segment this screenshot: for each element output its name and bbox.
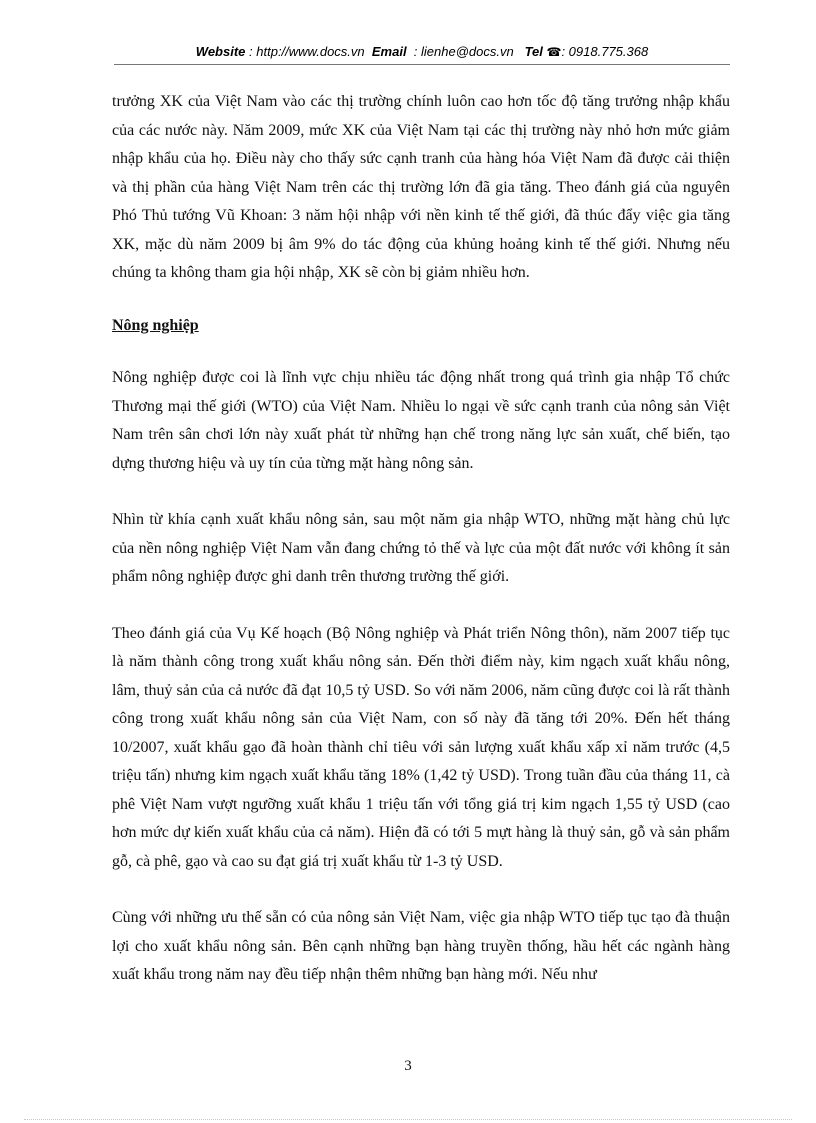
- page-header: [114, 44, 730, 59]
- tel-label: Tel: [524, 44, 543, 59]
- document-body: [112, 88, 730, 1018]
- paragraph: Nông nghiệp được coi là lĩnh vực chịu nhiều tác động nhất trong quá trình gia nhập Tổ chức Thương mại thế giới (WTO) của Việt Nam. Nhiều lo ngại về sức cạnh tranh của nông sản Việt Nam trên sân chơi lớn này xuất phát từ những hạn chế trong năng lực sản xuất, chế biến, tạo dựng thương hiệu và uy tín của từng mặt hàng nông sản.: [112, 369, 730, 472]
- email-value: : lienhe@docs.vn: [413, 44, 514, 59]
- paragraph: Nhìn từ khía cạnh xuất khẩu nông sản, sau một năm gia nhập WTO, những mặt hàng chủ lực của nền nông nghiệp Việt Nam vẫn đang chứng tỏ thế và lực của một đất nước với không ít sản phẩm nông nghiệp được ghi danh trên thương trường thế giới.: [112, 511, 730, 585]
- tel-value: : 0918.775.368: [561, 44, 649, 59]
- email-label: Email: [371, 44, 407, 59]
- website-label: Website: [195, 44, 246, 59]
- paragraph: trưởng XK của Việt Nam vào các thị trường chính luôn cao hơn tốc độ tăng trưởng nhập khẩu của các nước này. Năm 2009, mức XK của Việt Nam tại các thị trường này nhỏ hơn mức giảm nhập khẩu của họ. Điều này cho thấy sức cạnh tranh của hàng hóa Việt Nam đã được cải thiện và thị phần của hàng Việt Nam trên các thị trường lớn đã gia tăng. Theo đánh giá của nguyên Phó Thủ tướng Vũ Khoan: 3 năm hội nhập với nền kinh tế thế giới, đã thúc đẩy việc gia tăng XK, mặc dù năm 2009 bị âm 9% do tác động của khủng hoảng kinh tế thế giới. Nhưng nếu chúng ta không tham gia hội nhập, XK sẽ còn bị giảm nhiều hơn.: [112, 93, 730, 281]
- paragraph: Cùng với những ưu thế sẵn có của nông sản Việt Nam, việc gia nhập WTO tiếp tục tạo đà thuận lợi cho xuất khẩu nông sản. Bên cạnh những bạn hàng truyền thống, hầu hết các ngành hàng xuất khẩu trong năm nay đều tiếp nhận thêm những bạn hàng mới. Nếu như: [112, 909, 730, 983]
- phone-icon: ☎: [546, 45, 562, 59]
- website-url: : http://www.docs.vn: [249, 44, 365, 59]
- section-heading: Nông nghiệp: [112, 316, 199, 334]
- paragraph: Theo đánh giá của Vụ Kế hoạch (Bộ Nông nghiệp và Phát triển Nông thôn), năm 2007 tiếp tục là năm thành công trong xuất khẩu nông sản. Đến thời điểm này, kim ngạch xuất khẩu nông, lâm, thuỷ sản của cả nước đã đạt 10,5 tỷ USD. So với năm 2006, năm cũng được coi là rất thành công trong xuất khẩu nông sản của Việt Nam, con số này đã tăng tới 20%. Đến hết tháng 10/2007, xuất khẩu gạo đã hoàn thành chỉ tiêu với sản lượng xuất khẩu xấp xỉ năm trước (4,5 triệu tấn) nhưng kim ngạch xuất khẩu tăng 18% (1,42 tỷ USD). Trong tuần đầu của tháng 11, cà phê Việt Nam vượt ngưỡng xuất khẩu 1 triệu tấn với tổng giá trị kim ngạch 1,55 tỷ USD (cao hơn mức dự kiến xuất khẩu của cả năm). Hiện đã có tới 5 mựt hàng là thuỷ sản, gỗ và sản phẩm gỗ, cà phê, gạo và cao su đạt giá trị xuất khẩu từ 1-3 tỷ USD.: [112, 624, 730, 870]
- header-divider: [114, 64, 730, 65]
- page-bottom-divider: [24, 1119, 792, 1120]
- page-number: 3: [404, 1058, 412, 1074]
